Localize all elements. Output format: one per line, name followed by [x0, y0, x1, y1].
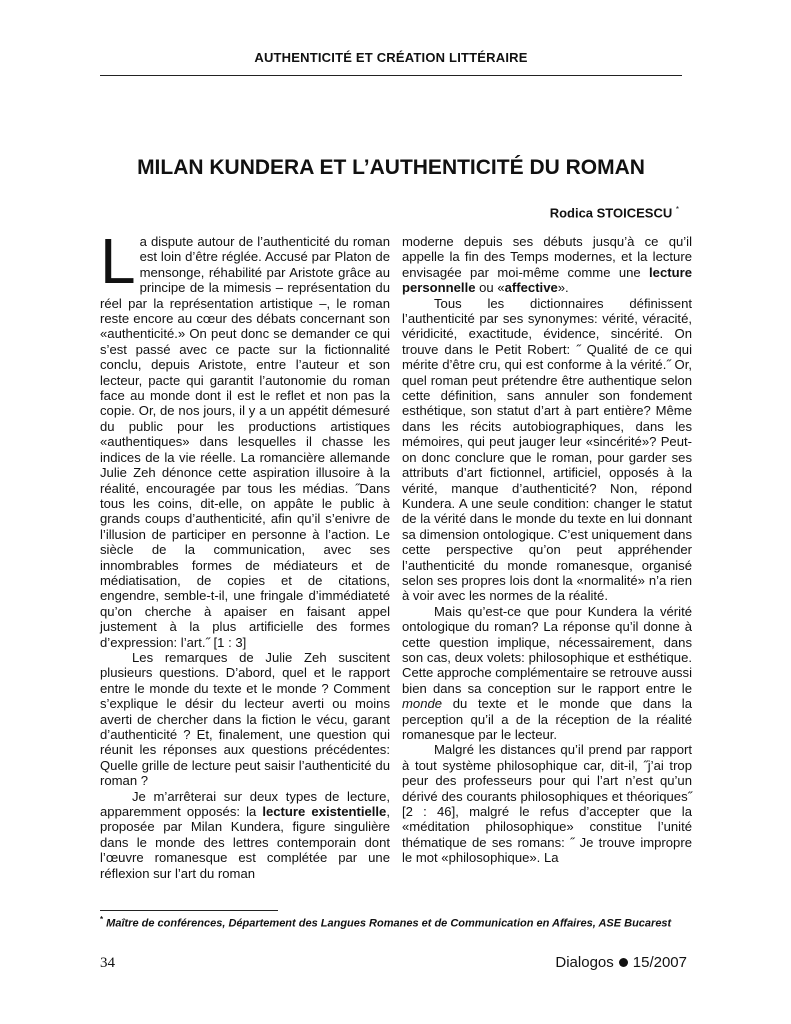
author-text: Rodica STOICESCU [549, 205, 673, 221]
author-footnote-mark: * [675, 205, 679, 214]
bold-term: lecture personnelle [402, 264, 692, 296]
footnote-text: Maître de conférences, Département des Langues Romanes et de Communication en Affaires, ASE Bucarest [103, 917, 672, 930]
author-name [550, 205, 679, 220]
paragraph-text: Mais qu’est-ce que pour Kundera la vérité ontologique du roman? La réponse qu’il donne à cette question implique, nécessairement, dans son cas, deux volets: philosophique et esthétique. Cette approche complémentaire se retrouve aussi bien dans sa conception sur le rapport entre le [402, 603, 692, 696]
journal-issue: 15/2007 [632, 954, 687, 971]
paragraph-text: ». [557, 280, 569, 296]
paragraph [100, 225, 390, 650]
footnote-mark: * [100, 915, 104, 924]
paragraph [100, 789, 390, 881]
bullet-dot-icon [619, 958, 628, 967]
paragraph: Les remarques de Julie Zeh suscitent plusieurs questions. D’abord, quel et le rapport entre le monde du texte et le monde ? Comment s’explique le désir du lecteur averti ou moins averti de chercher dans la fiction le vécu, garant d’authenticité ? Et, finalement, une question qui réunit les réponses aux questions précédentes: Quelle grille de lecture peut saisir l’authenticité du roman ? [100, 649, 390, 789]
paragraph-text: du texte et le monde que dans la perception qu’il a de la réception de la réalité romanesque par le lecteur. [402, 696, 692, 742]
paragraph-text: , proposée par Milan Kundera, figure singulière dans le monde des lettres contemporain dont l’œuvre romanesque est complétée par une réflexion sur l’art du roman [100, 804, 390, 881]
header-rule [100, 75, 682, 76]
italic-term: monde [402, 696, 443, 712]
journal-footer [555, 954, 687, 971]
footnote-rule [100, 910, 278, 911]
article-title: MILAN KUNDERA ET L’AUTHENTICITÉ DU ROMAN [137, 156, 645, 179]
footnote [100, 915, 700, 930]
running-header: AUTHENTICITÉ ET CRÉATION LITTÉRAIRE [254, 50, 528, 65]
paragraph [402, 234, 692, 296]
right-column [402, 234, 692, 866]
paragraph-text: Je m’arrêterai sur deux types de lecture, apparemment opposés: la [100, 788, 390, 820]
page-number: 34 [100, 955, 115, 971]
paragraph-text: a dispute autour de l’authenticité du roman est loin d’être réglée. Accusé par Platon de mensonge, réhabilité par Aristote grâce au principe de la mimesis – représentation du réel par la représentation artistique –, le roman reste encore au cœur des débats concernant son «authenticité.» On peut donc se demander ce qui s’est passé avec ce pacte sur la fictionnalité conclu, depuis Aristote, entre l’auteur et son lecteur, pacte qui garantit l’autonomie du roman face au monde dont il est le reflet et non pas la copie. Or, de nos jours, il y a un appétit démesuré du public pour les productions artistiques «authentiques» dans lesquelles il chasse les indices de la vie réelle. La romancière allemande Julie Zeh dénonce cette aspiration illusoire à la réalité, encouragée par tous les médias. ˝Dans tous les coins, dit-elle, on appâte le public à grands coups d’authenticité, afin qu’il s’enivre de l’illusion de participer en personne à l’action. Le siècle de la communication, avec ses innombrables formes de médiateurs et de médiatisation, de copies et de citations, engendre, semble-t-il, une fringale d’immédiateté qu’on cherche à apaiser en faisant appel justement à la plus artificielle des formes d’expression: l’art.˝ [1 : 3] [100, 234, 390, 650]
journal-name: Dialogos [555, 954, 614, 971]
paragraph-text: ou « [475, 280, 505, 296]
drop-cap: L [100, 225, 136, 297]
bold-term: affective [504, 280, 558, 296]
paragraph [402, 604, 692, 743]
paragraph-text: moderne depuis ses débuts jusqu’à ce qu’il appelle la fin des Temps modernes, et la lecture envisagée par moi-même comme une [402, 234, 692, 280]
bold-term: lecture existentielle [262, 804, 387, 820]
paragraph: Tous les dictionnaires définissent l’authenticité par ses synonymes: vérité, véracité, véridicité, exactitude, évidence, sincérité. On trouve dans le Petit Robert: ˝ Qualité de ce qui mérite d’être cru, qui est conforme à la vérité.˝ Or, quel roman peut prétendre être authentique selon cette définition, sans annuler son fondement esthétique, son statut d’art à part entière? Même dans les récits autobiographiques, dans les mémoires, qui peut jauger leur «sincérité»? Peut-on donc conclure que le roman, pour garder ses attributs d’art fictionnel, artificiel, opposés à la vérité, manque d’authenticité? Non, répond Kundera. A une seule condition: changer le statut de la vérité dans le monde du texte en lui donnant sa dimension ontologique. C’est uniquement dans cette perspective qu’on peut appréhender l’authenticité du monde romanesque, organisé selon ses propres lois dont la «normalité» n’a rien à voir avec les normes de la réalité. [402, 295, 692, 604]
paragraph: Malgré les distances qu’il prend par rapport à tout système philosophique car, dit-il, ˝j’ai trop peur des professeurs pour qui l’art n’est qu’un dérivé des courants philosophiques et théoriques˝ [2 : 46], malgré le refus d’accepter que la «méditation philosophique» constitue l’unité thématique de ses romans: ˝ Je trouve impropre le mot «philosophique». La [402, 742, 692, 866]
left-column [100, 225, 390, 881]
